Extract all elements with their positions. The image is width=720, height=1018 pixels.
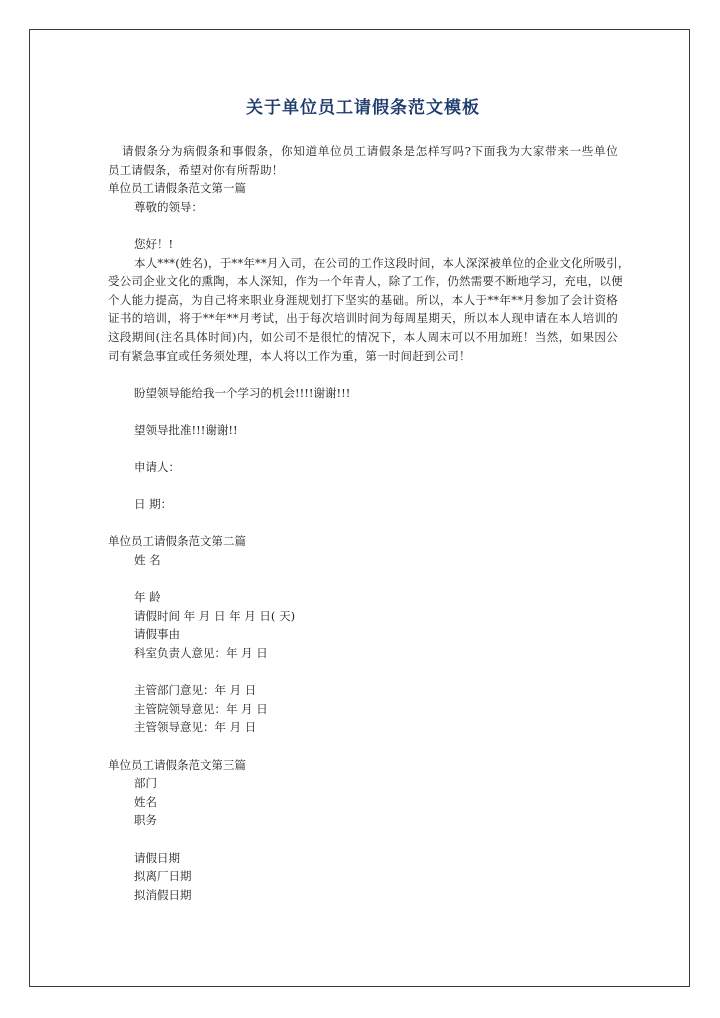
spacer [108,737,618,756]
intro-line-1: 请假条分为病假条和事假条，你知道单位员工请假条是怎样写吗?下面我为大家带来一些单位 [122,144,618,158]
form3-cancel-leave-date: 拟消假日期 [134,887,192,902]
form-manager-hospital: 主管院领导意见：年 月 日 [134,701,268,716]
form3-leave-factory-date: 拟离厂日期 [134,869,192,884]
hope-line: 盼望领导能给我一个学习的机会!!!!谢谢!!! [134,385,351,400]
intro-line-2: 员工请假条，希望对你有所帮助！ [108,162,284,177]
form-reason: 请假事由 [134,627,180,642]
body-line-1: 本人***(姓名)，于**年**月入司，在公司的工作这段时间，本人深深被单位的企业文化所吸引， [134,255,630,270]
salutation: 尊敬的领导： [134,199,203,214]
date-line: 日 期： [134,497,173,512]
spacer [108,514,618,533]
form-manager-leader: 主管领导意见：年 月 日 [134,720,257,735]
spacer [108,402,618,421]
spacer [108,477,618,496]
spacer [108,440,618,459]
form3-name: 姓名 [134,794,157,809]
document-title: 关于单位员工请假条范文模板 [246,98,480,118]
form3-position: 职务 [134,813,157,828]
spacer [108,830,618,849]
body-line-2: 受公司企业文化的熏陶，本人深知，作为一个年青人，除了工作，仍然需要不断地学习，充电，以便 [108,274,623,289]
form3-leave-date: 请假日期 [134,850,180,865]
greeting: 您好！! [134,236,174,251]
section2-heading: 单位员工请假条范文第二篇 [108,534,246,549]
body-line-4: 证书的培训，将于**年**月考试，出于每次培训时间为每周星期天，所以本人现申请在本人培训的 [108,311,618,326]
body-line-5: 这段期间(注名具体时间)内，如公司不是很忙的情况下，本人周末可以不用加班！当然，如果因公 [108,329,618,344]
form3-department: 部门 [134,776,157,791]
body-line-6: 司有紧急事宜或任务须处理，本人将以工作为重，第一时间赶到公司！ [108,348,471,363]
section3-heading: 单位员工请假条范文第三篇 [108,757,246,772]
form-name: 姓 名 [134,553,161,568]
body-line-3: 个人能力提高，为自己将来职业身涯规划打下坚实的基础。所以，本人于**年**月参加了会计资格 [108,292,618,307]
form-leave-time: 请假时间 年 月 日 年 月 日( 天) [134,608,296,623]
document-body [108,94,630,904]
form-dept-opinion: 科室负责人意见：年 月 日 [134,646,268,661]
spacer [108,365,618,384]
form-age: 年 龄 [134,590,161,605]
form-manager-dept: 主管部门意见：年 月 日 [134,683,257,698]
applicant-line: 申请人： [134,460,180,475]
section1-heading: 单位员工请假条范文第一篇 [108,181,246,196]
spacer [108,570,618,589]
approval-line: 望领导批准!!!谢谢!! [134,422,238,437]
spacer [108,663,618,682]
spacer [108,216,618,235]
